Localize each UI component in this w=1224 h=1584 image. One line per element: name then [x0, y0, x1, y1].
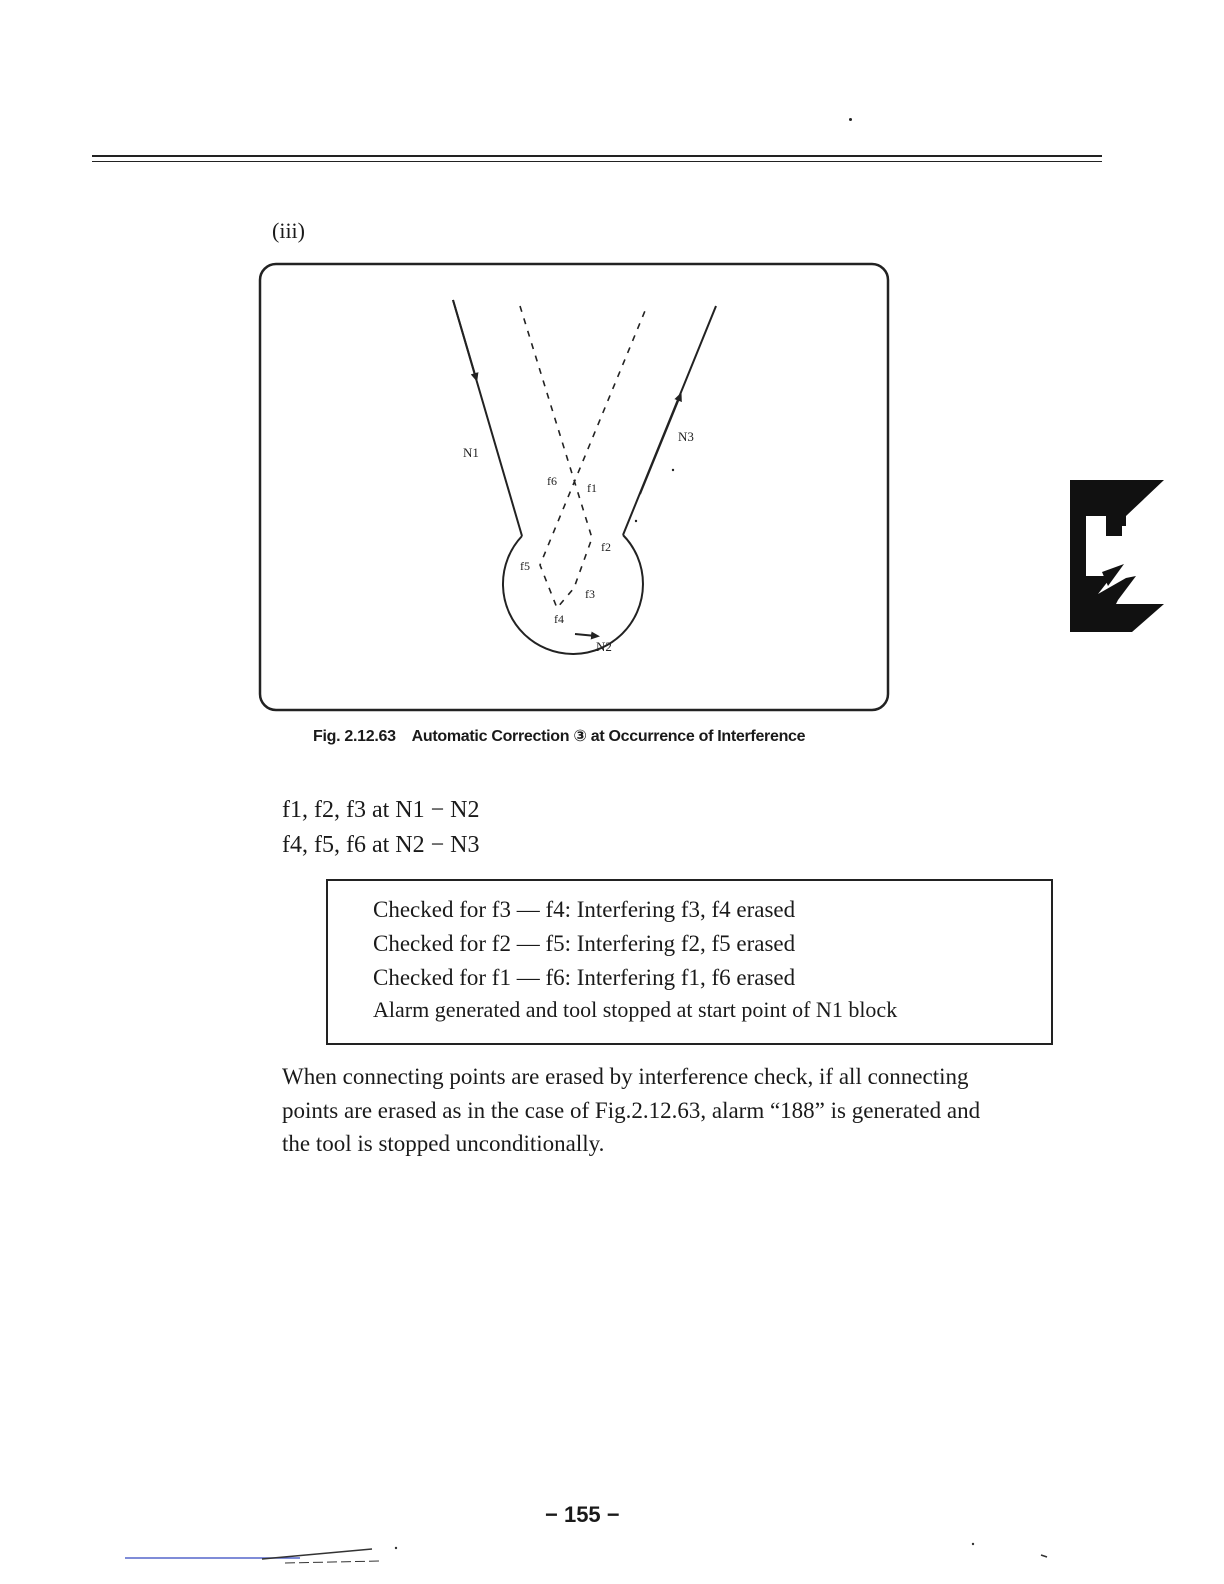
body-line-1: When connecting points are erased by interference check, if all connecting	[282, 1064, 969, 1089]
params-line-2: f4, f5, f6 at N2 − N3	[282, 832, 480, 858]
label-n3: N3	[678, 429, 694, 444]
check-line-2: Checked for f2 — f5: Interfering f2, f5 erased	[373, 931, 796, 956]
check-line-3: Checked for f1 — f6: Interfering f1, f6 erased	[373, 965, 796, 990]
body-paragraph	[282, 1060, 1082, 1161]
label-f2: f2	[601, 540, 611, 554]
chapter-tab-icon	[1066, 476, 1166, 636]
arrow-n1	[453, 300, 476, 378]
body-line-3: the tool is stopped unconditionally.	[282, 1131, 605, 1156]
label-f1-top: f1	[587, 481, 597, 495]
figure-speck	[672, 469, 674, 471]
params-line-1: f1, f2, f3 at N1 − N2	[282, 797, 480, 823]
check-line-4: Alarm generated and tool stopped at start point of N1 block	[373, 997, 898, 1022]
section-label: (iii)	[272, 218, 305, 243]
check-line-1: Checked for f3 — f4: Interfering f3, f4 erased	[373, 897, 796, 922]
label-f3: f3	[585, 587, 595, 601]
interference-figure	[0, 0, 1224, 760]
interference-check-box	[326, 879, 1053, 1045]
label-f5: f5	[520, 559, 530, 573]
path-n2-arc	[503, 535, 643, 654]
offset-path-dashed	[520, 306, 647, 608]
body-line-2: points are erased as in the case of Fig.2.12.63, alarm “188” is generated and	[282, 1097, 981, 1123]
label-f6: f6	[547, 474, 557, 488]
figure-frame	[260, 264, 888, 710]
label-n2: N2	[596, 639, 612, 654]
label-f4: f4	[554, 612, 564, 626]
arrow-n3	[640, 396, 680, 494]
label-n1: N1	[463, 445, 479, 460]
page-number: − 155 −	[545, 1502, 620, 1527]
figure-caption: Fig. 2.12.63 Automatic Correction ③ at Occurrence of Interference	[313, 728, 806, 745]
arrow-n2	[575, 634, 596, 636]
figure-speck	[635, 520, 637, 522]
